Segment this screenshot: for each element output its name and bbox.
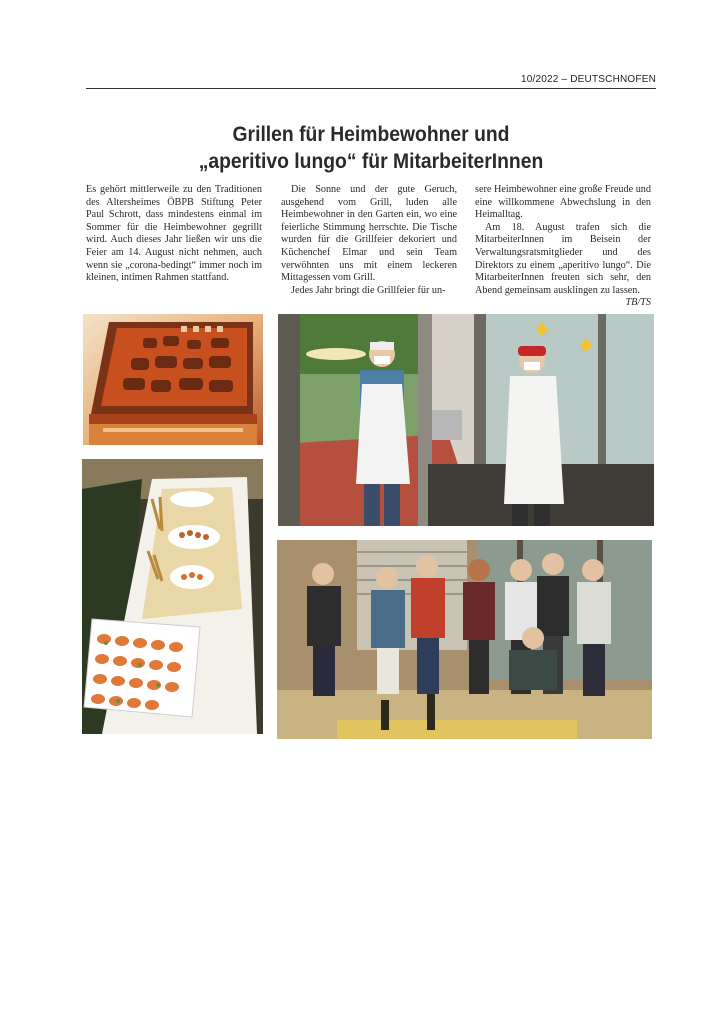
article-column-1 bbox=[86, 184, 262, 285]
photo-buffet-table bbox=[82, 459, 263, 734]
paragraph-aperitivo bbox=[475, 221, 651, 309]
article-title bbox=[109, 121, 633, 175]
paragraph-yearly: Jedes Jahr bringt die Grillfeier für un- bbox=[291, 284, 446, 296]
photo-grill bbox=[83, 314, 263, 445]
photo-staff-aperitivo bbox=[277, 540, 652, 739]
issue-number: 10/2022 bbox=[520, 74, 559, 85]
title-line-1: Grillen für Heimbewohner und bbox=[232, 123, 510, 146]
photo-kitchen-staff bbox=[278, 314, 654, 526]
article-column-3 bbox=[475, 184, 651, 310]
article-column-2 bbox=[281, 184, 457, 297]
header-separator: – bbox=[561, 74, 568, 85]
paragraph-aperitivo-text: Am 18. August trafen sich die MitarbeiterInnen im Beisein der Verwaltungsratsmitglieder und des Direktors zu einem „aperitivo lungo“. Die MitarbeiterInnen freuten sich sehr, den Abend gemeinsam ausklingen zu lassen. bbox=[475, 221, 651, 296]
author-signature: TB/TS bbox=[625, 297, 651, 309]
paragraph-intro: Es gehört mittlerweile zu den Traditionen des Altersheimes ÖBPB Stiftung Peter Paul Schrott, dass mindestens einmal im Sommer für die Heimbewohner gegrillt wird. Auch dieses Jahr ließen wir uns die Feier am 14. August nicht nehmen, auch wenn sie „corona-bedingt“ immer noch im kleinen, intimen Rahmen stattfand. bbox=[86, 184, 262, 284]
header-rule bbox=[86, 88, 656, 89]
page-header bbox=[86, 74, 656, 88]
paragraph-grill: Die Sonne und der gute Geruch, ausgehend vom Grill, luden alle Heimbewohner in den Garten ein, wo eine feierliche Stimmung herrschte. Die Tische wurden für die Grillfeier dekoriert und Küchenchef Elmar und sein Team verwöhnten uns mit einem leckeren Mittagessen vom Grill. bbox=[281, 184, 457, 284]
title-line-2: „aperitivo lungo“ für MitarbeiterInnen bbox=[198, 150, 544, 173]
paragraph-joy: sere Heimbewohner eine große Freude und eine willkommene Abwechslung in den Heimalltag. bbox=[475, 184, 651, 221]
section-name: DEUTSCHNOFEN bbox=[570, 74, 656, 85]
